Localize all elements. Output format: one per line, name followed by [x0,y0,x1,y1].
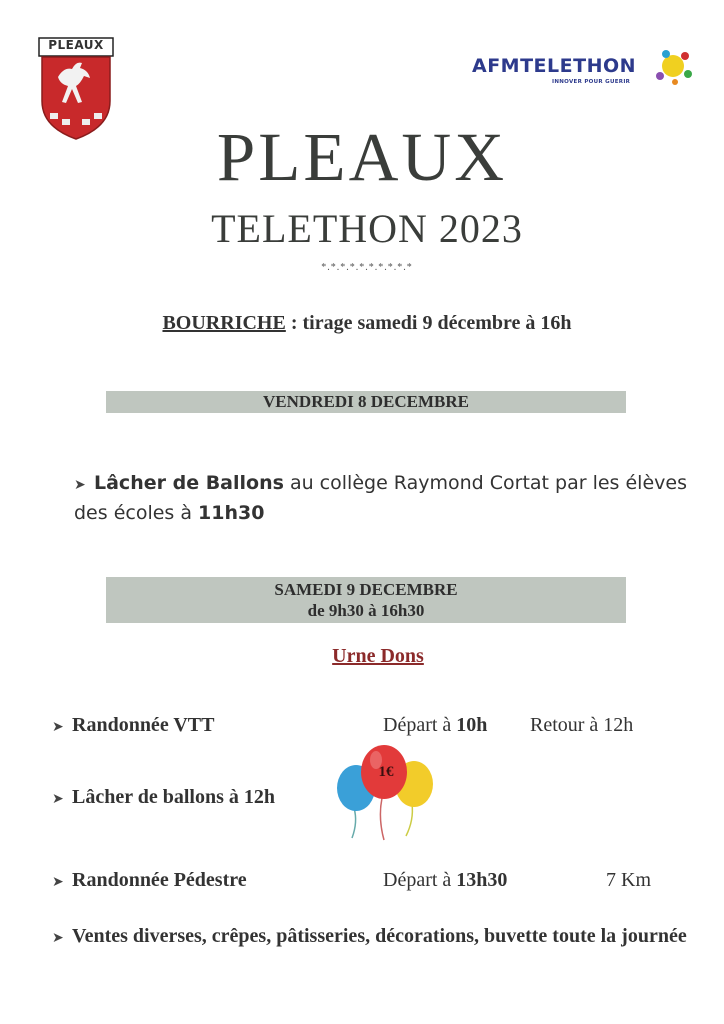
event-pedestre-distance: 7 Km [606,869,651,891]
saturday-banner [106,577,626,623]
event-vtt-return: Retour à 12h [530,714,634,736]
friday-event-title: Lâcher de Ballons [94,472,284,494]
event-pedestre [52,869,247,892]
pedestre-depart-prefix: Départ à [383,869,457,891]
arrow-bullet-icon: ➤ [74,477,86,493]
arrow-bullet-icon: ➤ [52,792,64,807]
arrow-bullet-icon: ➤ [52,931,64,946]
event-vtt-departure [383,714,487,737]
saturday-banner-hours: de 9h30 à 16h30 [307,601,425,620]
pedestre-depart-time: 13h30 [456,869,508,891]
event-vtt [52,714,214,737]
decorative-stars: *.*.*.*.*.*.*.*.*.* [321,262,413,273]
event-vtt-label: Randonnée VTT [72,714,215,736]
event-lacher [52,786,275,809]
bourriche-text: : tirage samedi 9 décembre à 16h [285,312,572,334]
page-subtitle: TELETHON 2023 [211,206,523,251]
urne-dons-heading: Urne Dons [332,645,424,667]
event-lacher-label: Lâcher de ballons à 12h [72,786,275,808]
page-title: PLEAUX [216,119,508,195]
balloon-price-label: 1€ [378,764,394,780]
afm-tagline: INNOVER POUR GUERIR [552,79,631,85]
friday-event [74,469,694,527]
bourriche-line [0,312,724,335]
crest-label: PLEAUX [48,38,104,52]
bourriche-label: BOURRICHE [162,312,286,334]
event-pedestre-departure [383,869,507,892]
event-pedestre-label: Randonnée Pédestre [72,869,247,891]
event-ventes [52,922,702,953]
balloons-icon [332,740,442,850]
arrow-bullet-icon: ➤ [52,720,64,735]
afm-telethon-logo-text: AFMTELETHON [472,55,637,77]
vtt-depart-time: 10h [456,714,488,736]
friday-banner: VENDREDI 8 DECEMBRE [106,391,626,413]
friday-event-text: au collège Raymond Cortat par les élèves des écoles à [74,472,687,524]
friday-event-time: 11h30 [198,502,265,524]
arrow-bullet-icon: ➤ [52,875,64,890]
saturday-banner-date: SAMEDI 9 DECEMBRE [274,580,458,599]
event-ventes-label: Ventes diverses, crêpes, pâtisseries, décorations, buvette toute la journée [72,925,687,947]
vtt-depart-prefix: Départ à [383,714,457,736]
